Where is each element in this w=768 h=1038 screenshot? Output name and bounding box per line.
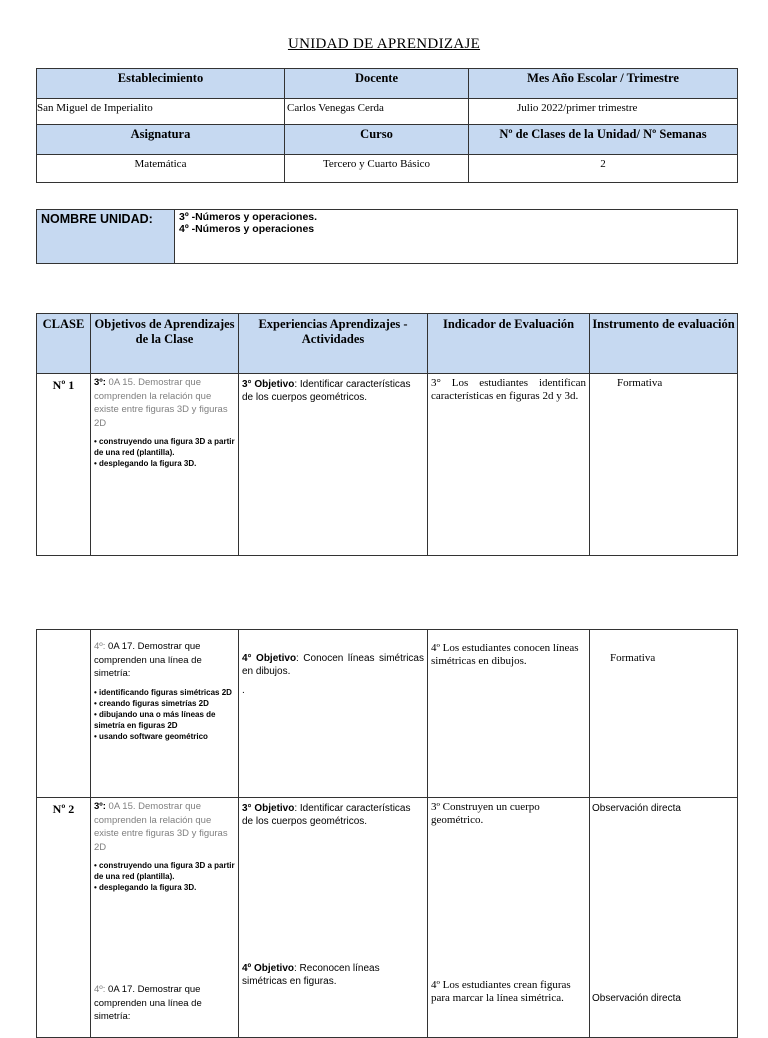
list-item: • dibujando una o más líneas de simetría en figuras 2D — [94, 709, 216, 730]
value-curso: Tercero y Cuarto Básico — [285, 155, 469, 183]
header-objetivos: Objetivos de Aprendizajes de la Clase — [91, 314, 239, 374]
instrumento-cell: Formativa — [590, 374, 738, 556]
clase-number: Nº 2 — [37, 798, 91, 1038]
info-table — [36, 68, 738, 183]
table-row — [37, 630, 738, 798]
table-row — [37, 798, 738, 1038]
unit-table — [36, 209, 738, 264]
grade-label: 3º: — [94, 377, 106, 388]
value-establecimiento: San Miguel de Imperialito — [37, 99, 285, 125]
list-item: • desplegando la figura 3D. — [94, 883, 197, 892]
oa-text-2: 0A 17. Demostrar que comprenden una línea de simetría: — [94, 984, 202, 1022]
grade-label: 3º: — [94, 801, 106, 812]
oa-text: 0A 15. Demostrar que comprenden la relación que existe entre figuras 3D y figuras 2D — [94, 801, 228, 853]
unit-line-1: 3º -Números y operaciones. — [179, 211, 318, 223]
exp-rest: : Conocen líneas simétricas en dibujos. — [242, 653, 424, 677]
instrumento-cell — [590, 798, 738, 1038]
instrumento-text: Observación directa — [592, 803, 681, 814]
list-item: • desplegando la figura 3D. — [94, 459, 197, 468]
indicador-cell: 3° Los estudiantes identifican características en figuras 2d y 3d. — [428, 374, 590, 556]
grade-label-2: 4º: — [94, 984, 106, 995]
value-asignatura: Matemática — [37, 155, 285, 183]
plan-table-continued — [36, 629, 738, 1038]
header-curso: Curso — [285, 125, 469, 155]
experiencia-cell — [239, 374, 428, 556]
header-instrumento: Instrumento de evaluación — [590, 314, 738, 374]
list-item: • creando figuras simetrías 2D — [94, 698, 209, 708]
unit-label: NOMBRE UNIDAD: — [37, 210, 175, 264]
oa-text: 0A 17. Demostrar que comprenden una línea de simetría: — [94, 641, 202, 679]
value-mes-ano: Julio 2022/primer trimestre — [469, 99, 738, 125]
objetivo-cell — [91, 374, 239, 556]
exp-strong: 4° Objetivo — [242, 653, 297, 664]
header-clases: Nº de Clases de la Unidad/ Nº Semanas — [469, 125, 738, 155]
indicador-cell — [428, 798, 590, 1038]
exp-rest: : Identificar características de los cuerpos geométricos. — [242, 379, 411, 403]
plan-table — [36, 313, 738, 556]
exp-strong-2: 4º Objetivo — [242, 963, 294, 974]
instrumento-cell: Formativa — [590, 630, 738, 798]
unit-line-2: 4º -Números y operaciones — [179, 223, 315, 235]
exp-strong: 3° Objetivo — [242, 379, 295, 390]
exp-strong: 3° Objetivo — [242, 803, 295, 814]
objetivo-cell — [91, 630, 239, 798]
header-docente: Docente — [285, 69, 469, 99]
indicador-text: 3º Construyen un cuerpo geométrico. — [431, 801, 540, 826]
list-item: • usando software geométrico — [94, 731, 208, 741]
list-item: • identificando figuras simétricas 2D — [94, 687, 232, 697]
unit-value — [175, 210, 738, 264]
indicador-cell: 4º Los estudiantes conocen líneas simétricas en dibujos. — [428, 630, 590, 798]
header-clase: CLASE — [37, 314, 91, 374]
grade-label: 4º: — [94, 641, 106, 652]
exp-rest: : Identificar características de los cuerpos geométricos. — [242, 803, 411, 827]
clase-empty — [37, 630, 91, 798]
header-establecimiento: Establecimiento — [37, 69, 285, 99]
objetivo-cell — [91, 798, 239, 1038]
experiencia-cell — [239, 798, 428, 1038]
header-mes-ano: Mes Año Escolar / Trimestre — [469, 69, 738, 99]
header-asignatura: Asignatura — [37, 125, 285, 155]
header-indicador: Indicador de Evaluación — [428, 314, 590, 374]
instrumento-text-2: Observación directa — [592, 993, 681, 1004]
experiencia-cell — [239, 630, 428, 798]
page-title: UNIDAD DE APRENDIZAJE — [287, 36, 481, 52]
oa-text: 0A 15. Demostrar que comprenden la relación que existe entre figuras 3D y figuras 2D — [94, 377, 228, 429]
value-docente: Carlos Venegas Cerda — [285, 99, 469, 125]
header-experiencias: Experiencias Aprendizajes - Actividades — [239, 314, 428, 374]
list-item: • construyendo una figura 3D a partir de una red (plantilla). — [94, 861, 235, 881]
exp-rest-2: : Reconocen líneas simétricas en figuras. — [242, 963, 380, 987]
list-item: • construyendo una figura 3D a partir de una red (plantilla). — [94, 437, 235, 457]
value-clases: 2 — [469, 155, 738, 183]
table-row — [37, 374, 738, 556]
indicador-text-2: 4º Los estudiantes crean figuras para marcar la línea simétrica. — [431, 979, 571, 1004]
exp-dot: . — [242, 685, 245, 696]
clase-number: Nº 1 — [37, 374, 91, 556]
